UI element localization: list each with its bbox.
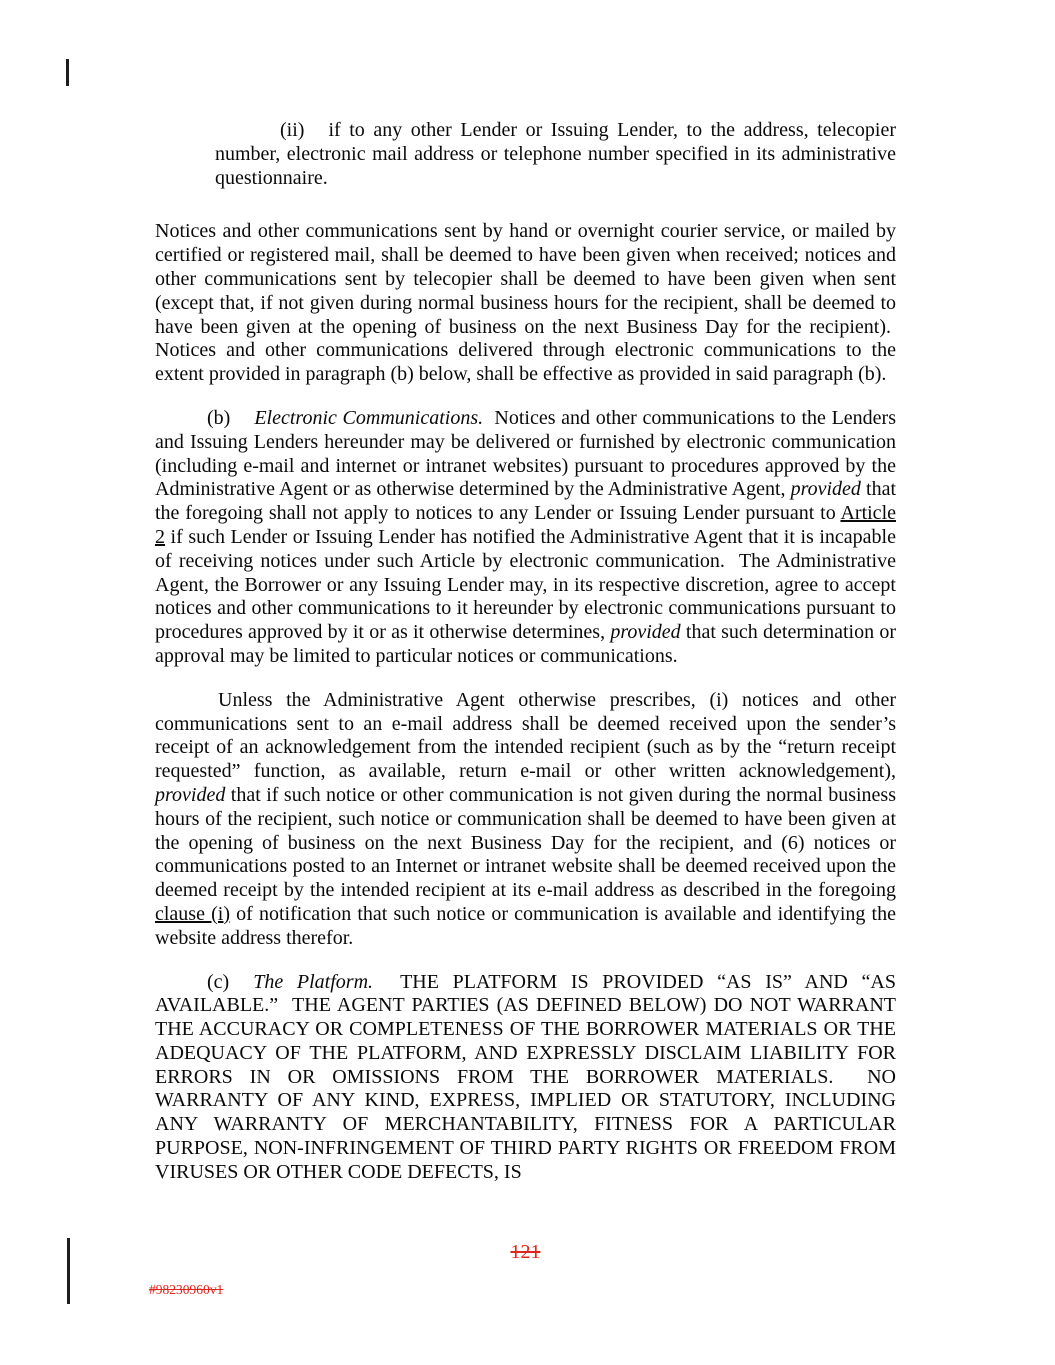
italic-text: The Platform. [253, 970, 374, 993]
body-text: (ii) [280, 119, 305, 141]
body-text: Unless the Administrative Agent otherwise prescribes, (i) notices and other communications sent to an e-mail address shall be deemed received upon the sender’s receipt of an acknowledgement from the intended recipient (such as by the “return receipt requested” function, as available, return e-mail or other written acknowledgement), [155, 688, 896, 783]
body-text: that such determination or approval may be limited to particular notices or communications. [155, 621, 896, 667]
body-text: that if such notice or other communication is not given during the normal business hours of the recipient, such notice or communication shall be deemed to have been given at the opening of business on the next Business Day for the recipient, and (6) notices or communications posted to an Internet or intranet website shall be deemed received upon the deemed receipt by the intended recipient at its e-mail address as described in the foregoing [155, 783, 896, 902]
document-id-stamp: #98230960v1 [149, 1282, 224, 1297]
underlined-reference: clause (i) [155, 902, 231, 925]
revision-change-bar-top [66, 59, 69, 86]
italic-text: provided [610, 621, 681, 644]
body-text: (c) [207, 970, 230, 993]
notices-delivery-paragraph [155, 220, 896, 387]
page-number: 121 [510, 1241, 541, 1263]
body-text: Notices and other communications sent by hand or overnight courier service, or mailed by certified or registered mail, shall be deemed to have been given when received; notices and other communications sent by telecopier shall be deemed to have been given when sent (except that, if not given during normal business hours for the recipient, shall be deemed to have been given at the opening of business on the next Business Day for the recipient). Notices and other communications delivered through electronic communications to the extent provided in paragraph (b) below, shall be effective as provided in said paragraph (b). [155, 220, 896, 386]
document-body [155, 119, 896, 1205]
the-platform-paragraph [155, 971, 896, 1185]
body-text: if to any other Lender or Issuing Lender, to the address, telecopier number, electronic mail address or telephone number specified in its administrative questionnaire. [215, 119, 896, 189]
body-text: (b) [207, 406, 231, 429]
deemed-receipt-paragraph [155, 689, 896, 951]
clause-ii-paragraph [215, 119, 896, 190]
italic-text: provided [790, 478, 861, 501]
body-text: Notices and other communications to the Lenders and Issuing Lenders hereunder may be delivered or furnished by electronic communication (including e-mail and internet or intranet websites) pursuant to procedures approved by the Administrative Agent or as otherwise determined by the Administrative Agent, [155, 406, 896, 501]
italic-text: Electronic Communications. [254, 406, 484, 429]
body-text: that the foregoing shall not apply to notices to any Lender or Issuing Lender pursuant to [155, 478, 896, 525]
page-number-row [155, 1240, 896, 1264]
electronic-communications-paragraph [155, 407, 896, 669]
body-text: of notification that such notice or communication is available and identifying the website address therefor. [155, 902, 896, 949]
body-text: THE PLATFORM IS PROVIDED “AS IS” AND “AS AVAILABLE.” THE AGENT PARTIES (AS DEFINED BELOW) DO NOT WARRANT THE ACCURACY OR COMPLETENESS OF THE BORROWER MATERIALS OR THE ADEQUACY OF THE PLATFORM, AND EXPRESSLY DISCLAIM LIABILITY FOR ERRORS IN OR OMISSIONS FROM THE BORROWER MATERIALS. NO WARRANTY OF ANY KIND, EXPRESS, IMPLIED OR STATUTORY, INCLUDING ANY WARRANTY OF MERCHANTABILITY, FITNESS FOR A PARTICULAR PURPOSE, NON-INFRINGEMENT OF THIRD PARTY RIGHTS OR FREEDOM FROM VIRUSES OR OTHER CODE DEFECTS, IS [155, 970, 896, 1183]
underlined-reference: Article 2 [155, 502, 896, 548]
italic-text: provided [155, 783, 226, 806]
body-text: if such Lender or Issuing Lender has notified the Administrative Agent that it is incapable of receiving notices under such Article by electronic communication. The Administrative Agent, the Borrower or any Issuing Lender may, in its respective discretion, agree to accept notices and other communications to it hereunder by electronic communications pursuant to procedures approved by it or as it otherwise determines, [155, 525, 896, 644]
revision-change-bar-bottom [67, 1238, 70, 1304]
